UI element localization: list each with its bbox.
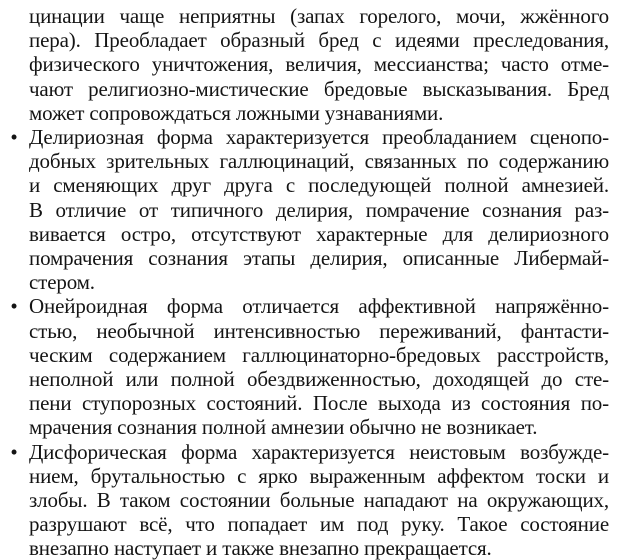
text-line: вивается остро, отсутствуют характерные для делириозного (29, 221, 609, 246)
text-line: помрачения сознания этапы делирия, описанные Либермай- (29, 246, 609, 270)
text-line: Дисфорическая форма характеризуется неистовым возбужде- (29, 439, 609, 464)
text-line: нием, брутальностью с ярко выраженным аффектом тоски и (29, 463, 609, 488)
text-line: В отличие от типичного делирия, помрачение сознания раз- (29, 197, 609, 222)
text-line: внезапно наступает и также внезапно прекращается. (29, 536, 492, 560)
bullet-marker: • (10, 294, 18, 319)
text-line: мрачения сознания полной амнезии обычно не возникает. (29, 415, 538, 440)
text-line: разрушают всё, что попадает им под руку. Такое состояние (29, 512, 609, 537)
bullet-marker: • (10, 125, 18, 149)
text-line: чают религиозно-мистические бредовые высказывания. Бред (29, 76, 609, 101)
text-line: неполной или полной обездвиженностью, доходящей до сте- (29, 367, 609, 391)
bullet-marker: • (10, 439, 18, 464)
text-line: ческим содержанием галлюцинаторно-бредовых расстройств, (29, 342, 609, 367)
text-line: Делириозная форма характеризуется преобладанием сценопо- (29, 125, 609, 149)
text-line: Онейроидная форма отличается аффективной напряжённо- (29, 294, 609, 319)
text-line: стью, необычной интенсивностью переживаний, фантасти- (29, 318, 609, 343)
text-line: добных зрительных галлюцинаций, связанных по содержанию (29, 149, 609, 174)
text-line: цинации чаще неприятны (запах горелого, мочи, жжённого (29, 4, 609, 28)
text-line: злобы. В таком состоянии больные нападают на окружающих, (29, 488, 609, 512)
text-line: пени ступорозных состояний. После выхода из состояния по- (29, 391, 609, 416)
text-line: пера). Преобладает образный бред с идеями преследования, (29, 28, 609, 53)
text-line: стером. (29, 270, 95, 295)
text-line: может сопровождаться ложными узнаваниями. (29, 100, 444, 125)
text-line: и сменяющих друг друга с последующей полной амнезией. (29, 173, 609, 198)
text-line: физического уничтожения, величия, мессианства; часто отме- (29, 52, 609, 77)
